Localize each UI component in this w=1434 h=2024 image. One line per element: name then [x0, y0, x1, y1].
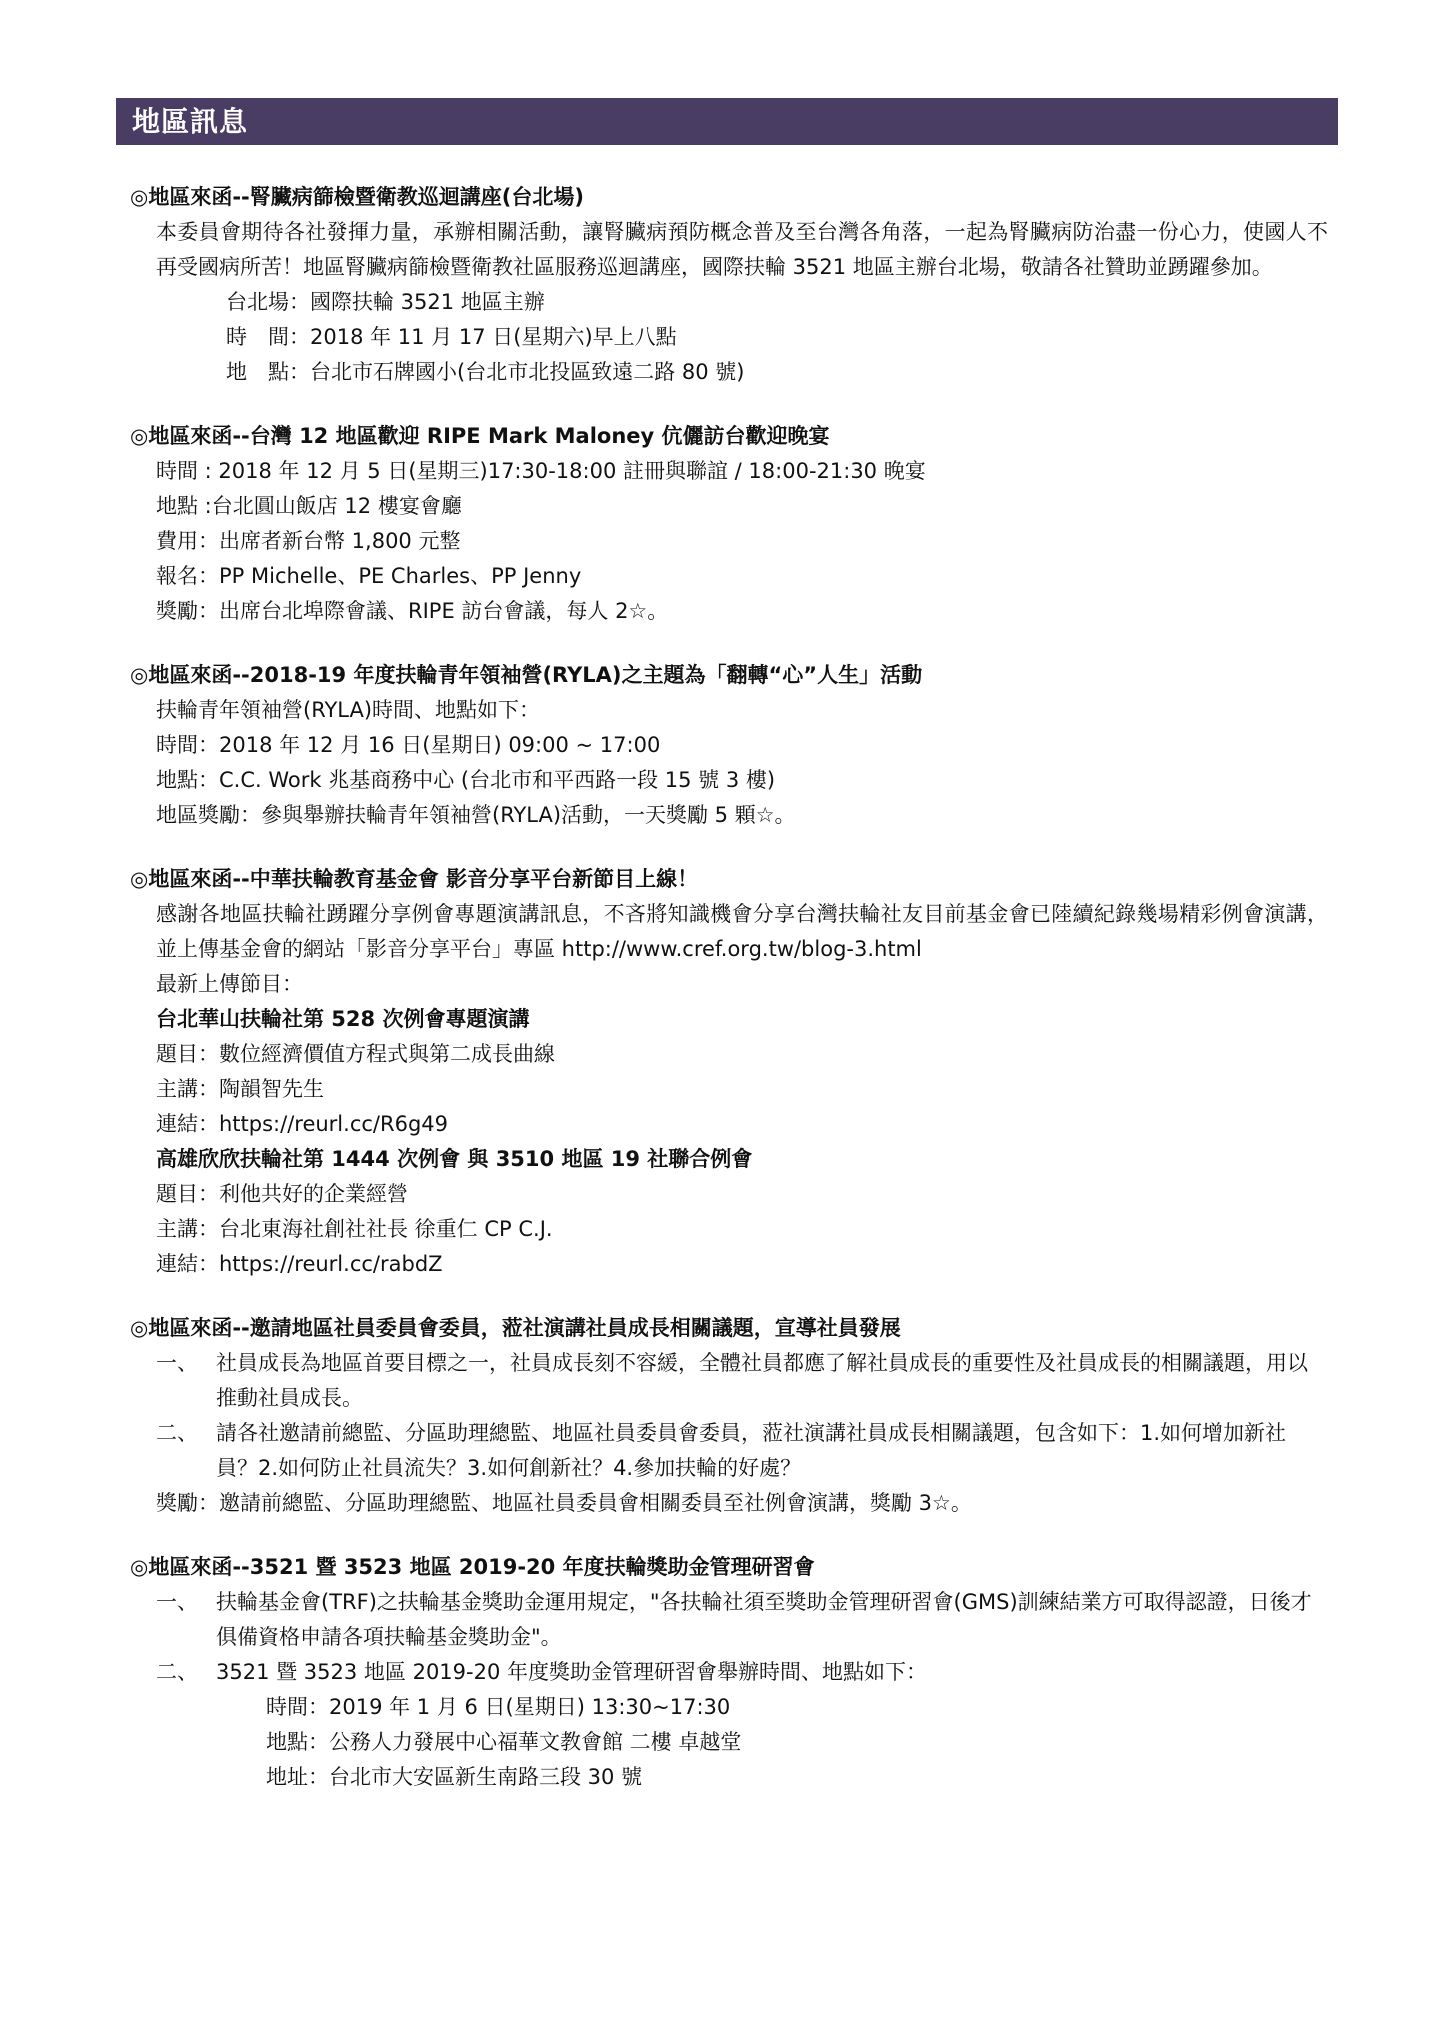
detail-line: 時 間：2018 年 11 月 17 日(星期六)早上八點 [226, 325, 677, 349]
notice-video-platform [130, 862, 1330, 1282]
document-body [130, 180, 1330, 1824]
notice-title: ◎地區來函--3521 暨 3523 地區 2019-20 年度扶輪獎助金管理研習會 [130, 1555, 815, 1579]
notice-title: ◎地區來函--台灣 12 地區歡迎 RIPE Mark Maloney 伉儷訪台歡迎晚宴 [130, 424, 830, 448]
notice-membership-growth [130, 1311, 1330, 1521]
reward-line: 獎勵：邀請前總監、分區助理總監、地區社員委員會相關委員至社例會演講，獎勵 3☆。 [156, 1491, 972, 1515]
item-text: 扶輪基金會(TRF)之扶輪基金獎助金運用規定，"各扶輪社須至獎助金管理研習會(GMS)訓練結業方可取得認證，日後才俱備資格申請各項扶輪基金獎助金"。 [216, 1590, 1312, 1649]
detail-line: 費用：出席者新台幣 1,800 元整 [156, 529, 461, 553]
numbered-item [130, 1585, 1330, 1655]
detail-line: 獎勵：出席台北埠際會議、RIPE 訪台會議，每人 2☆。 [156, 599, 669, 623]
detail-line: 地址：台北市大安區新生南路三段 30 號 [266, 1765, 643, 1789]
item-number: 一、 [156, 1351, 198, 1375]
detail-line: 時間 : 2018 年 12 月 5 日(星期三)17:30-18:00 註冊與聯誼 / 18:00-21:30 晚宴 [156, 459, 926, 483]
item-number: 二、 [156, 1421, 198, 1445]
notice-title: ◎地區來函--腎臟病篩檢暨衛教巡迴講座(台北場) [130, 185, 584, 209]
page-title: 地區訊息 [132, 105, 249, 138]
numbered-item [130, 1416, 1330, 1486]
program-speaker: 主講：陶韻智先生 [156, 1077, 324, 1101]
item-text: 社員成長為地區首要目標之一，社員成長刻不容緩，全體社員都應了解社員成長的重要性及社員成長的相關議題，用以推動社員成長。 [216, 1351, 1308, 1410]
detail-line: 時間：2019 年 1 月 6 日(星期日) 13:30~17:30 [266, 1695, 731, 1719]
notice-title: ◎地區來函--邀請地區社員委員會委員，蒞社演講社員成長相關議題，宣導社員發展 [130, 1316, 901, 1340]
numbered-item [130, 1655, 1330, 1690]
program-name: 高雄欣欣扶輪社第 1444 次例會 與 3510 地區 19 社聯合例會 [156, 1147, 753, 1171]
detail-line: 台北場：國際扶輪 3521 地區主辦 [226, 290, 545, 314]
notice-paragraph: 感謝各地區扶輪社踴躍分享例會專題演講訊息，不吝將知識機會分享台灣扶輪社友目前基金會已陸續紀錄幾場精彩例會演講，並上傳基金會的網站「影音分享平台」專區 http://www.cref.org.tw/blog-3.html [156, 902, 1328, 961]
detail-line: 報名：PP Michelle、PE Charles、PP Jenny [156, 564, 582, 588]
numbered-item [130, 1346, 1330, 1416]
program-link[interactable]: 連結：https://reurl.cc/R6g49 [156, 1112, 448, 1136]
notice-kidney-screening [130, 180, 1330, 390]
item-text: 請各社邀請前總監、分區助理總監、地區社員委員會委員，蒞社演講社員成長相關議題，包含如下：1.如何增加新社員？2.如何防止社員流失？3.如何創新社？4.參加扶輪的好處？ [216, 1421, 1287, 1480]
program-name: 台北華山扶輪社第 528 次例會專題演講 [156, 1007, 530, 1031]
item-number: 二、 [156, 1660, 198, 1684]
notice-ryla [130, 658, 1330, 833]
detail-line: 地點：C.C. Work 兆基商務中心 (台北市和平西路一段 15 號 3 樓) [156, 768, 776, 792]
program-speaker: 主講：台北東海社創社社長 徐重仁 CP C.J. [156, 1217, 553, 1241]
detail-line: 地點 :台北圓山飯店 12 樓宴會廳 [156, 494, 462, 518]
section-header-bar [116, 98, 1338, 145]
program-link[interactable]: 連結：https://reurl.cc/rabdZ [156, 1252, 443, 1276]
item-number: 一、 [156, 1590, 198, 1614]
program-topic: 題目：數位經濟價值方程式與第二成長曲線 [156, 1042, 555, 1066]
notice-ripe-dinner [130, 419, 1330, 629]
item-text: 3521 暨 3523 地區 2019-20 年度獎助金管理研習會舉辦時間、地點如下： [216, 1660, 928, 1684]
notice-title: ◎地區來函--2018-19 年度扶輪青年領袖營(RYLA)之主題為「翻轉“心”人生」活動 [130, 663, 923, 687]
notice-paragraph: 本委員會期待各社發揮力量，承辦相關活動，讓腎臟病預防概念普及至台灣各角落，一起為腎臟病防治盡一份心力，使國人不再受國病所苦！地區腎臟病篩檢暨衛教社區服務巡迴講座，國際扶輪 3521 地區主辦台北場，敬請各社贊助並踴躍參加。 [156, 220, 1328, 279]
detail-line: 扶輪青年領袖營(RYLA)時間、地點如下： [156, 698, 541, 722]
latest-programs-label: 最新上傳節目： [156, 972, 303, 996]
notice-title: ◎地區來函--中華扶輪教育基金會 影音分享平台新節目上線！ [130, 867, 699, 891]
detail-line: 時間：2018 年 12 月 16 日(星期日) 09:00 ~ 17:00 [156, 733, 661, 757]
detail-line: 地點：公務人力發展中心福華文教會館 二樓 卓越堂 [266, 1730, 742, 1754]
detail-line: 地 點：台北市石牌國小(台北市北投區致遠二路 80 號) [226, 360, 745, 384]
detail-line: 地區獎勵：參與舉辦扶輪青年領袖營(RYLA)活動，一天獎勵 5 顆☆。 [156, 803, 796, 827]
notice-grant-seminar [130, 1550, 1330, 1795]
program-topic: 題目：利他共好的企業經營 [156, 1182, 408, 1206]
